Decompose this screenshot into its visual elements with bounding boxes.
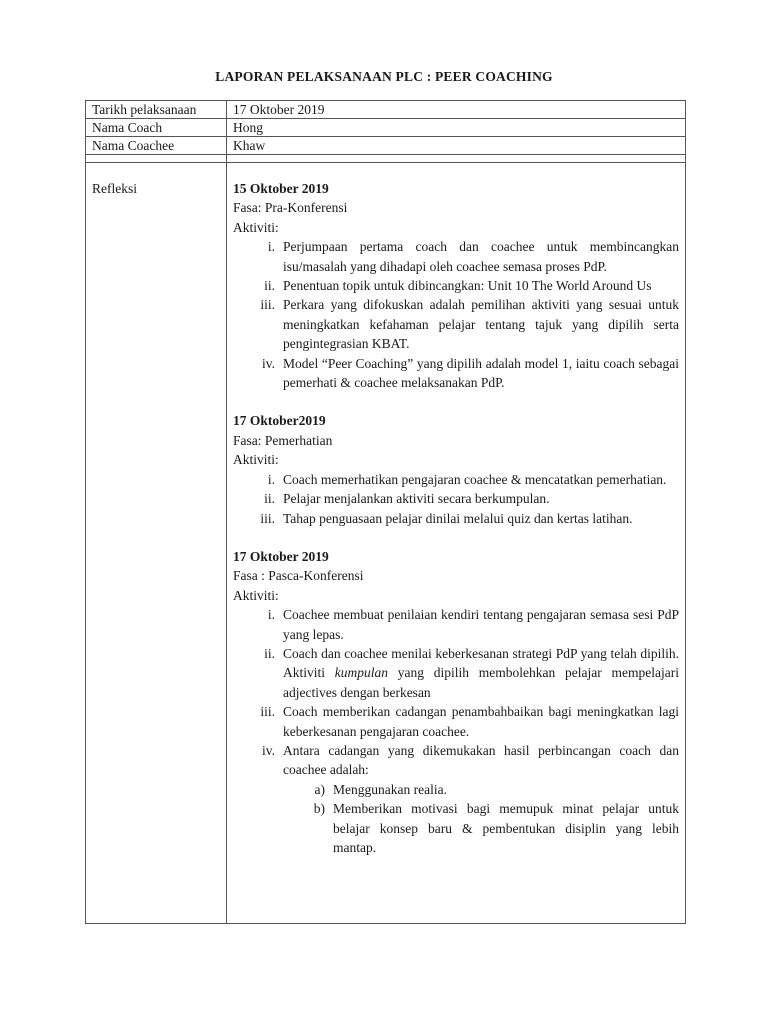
report-table: [85, 100, 686, 924]
list-item-number: iii.: [260, 704, 275, 720]
section-date: 17 Oktober2019: [233, 413, 326, 429]
row-label-coachee: Nama Coachee: [86, 137, 227, 155]
list-item: [233, 354, 679, 393]
list-item-text: Coach memerhatikan pengajaran coachee & mencatatkan pemerhatian.: [283, 471, 667, 487]
row-label-coach: Nama Coach: [86, 119, 227, 137]
list-item: [233, 644, 679, 702]
list-item: [233, 470, 679, 489]
list-item: [233, 276, 679, 295]
document-title: LAPORAN PELAKSANAAN PLC : PEER COACHING: [215, 69, 553, 84]
list-item-text: Coachee membuat penilaian kendiri tentang pengajaran semasa sesi PdP yang lepas.: [283, 607, 679, 642]
list-item: [233, 489, 679, 508]
spacer-row: [86, 155, 686, 163]
list-item-text: Coach memberikan cadangan penambahbaikan bagi meningkatkan lagi keberkesanan pengajaran coachee.: [283, 704, 679, 739]
row-value-tarikh: 17 Oktober 2019: [227, 101, 686, 119]
list-item: [233, 237, 679, 276]
refleksi-row: [86, 163, 686, 924]
refleksi-label: Refleksi: [86, 163, 227, 924]
section-date: 15 Oktober 2019: [233, 181, 329, 196]
table-row: [86, 101, 686, 119]
list-item: [233, 509, 679, 528]
table-row: [86, 137, 686, 155]
list-item-number: ii.: [264, 491, 275, 507]
sub-list-item-text: Menggunakan realia.: [333, 781, 447, 797]
sub-list-item: [233, 780, 679, 799]
list-item-number: i.: [267, 471, 275, 487]
list-item-text: Antara cadangan yang dikemukakan hasil perbincangan coach dan coachee adalah:: [283, 742, 679, 778]
list-item: [233, 605, 679, 644]
sub-list-item-letter: b): [313, 801, 325, 817]
list-item-text: Pelajar menjalankan aktiviti secara berkumpulan.: [283, 491, 550, 507]
section-fasa: Fasa: Pemerhatian: [233, 432, 333, 448]
row-value-coach: Hong: [227, 119, 686, 137]
list-item-number: i.: [267, 239, 275, 255]
refleksi-content: [227, 163, 686, 924]
section-aktiviti: Aktiviti:: [233, 587, 279, 603]
section-date: 17 Oktober 2019: [233, 548, 329, 564]
list-item: [233, 702, 679, 741]
section-fasa: Fasa: Pra-Konferensi: [233, 200, 348, 216]
list-item: [233, 295, 679, 353]
list-item-text: Tahap penguasaan pelajar dinilai melalui quiz dan kertas latihan.: [283, 510, 633, 526]
list-item-number: iii.: [260, 297, 275, 313]
list-item-number: ii.: [264, 645, 275, 661]
list-item-number: ii.: [264, 278, 275, 294]
list-item-text: Model “Peer Coaching” yang dipilih adalah model 1, iaitu coach sebagai pemerhati & coachee melaksanakan PdP.: [283, 355, 679, 391]
sub-list-item-text: Memberikan motivasi bagi memupuk minat pelajar untuk belajar konsep baru & pembentukan disiplin yang lebih mantap.: [333, 801, 679, 855]
list-item-text: [283, 644, 679, 702]
table-row: [86, 119, 686, 137]
row-label-tarikh: Tarikh pelaksanaan: [86, 101, 227, 119]
row-value-coachee: Khaw: [227, 137, 686, 155]
sub-list-item: [233, 799, 679, 857]
section-aktiviti: Aktiviti:: [233, 452, 279, 468]
sub-list-item-letter: a): [314, 781, 325, 797]
list-item-number: i.: [267, 607, 275, 623]
italic-text: kumpulan: [334, 665, 389, 681]
list-item-number: iii.: [260, 510, 275, 526]
list-item-number: iv.: [262, 742, 275, 758]
list-item-text: Penentuan topik untuk dibincangkan: Unit 10 The World Around Us: [283, 278, 652, 294]
list-item-text: Perkara yang difokuskan adalah pemilihan aktiviti yang sesuai untuk meningkatkan kefahaman pelajar tentang tajuk yang dipilih serta pengintegrasian KBAT.: [283, 297, 679, 352]
section-fasa: Fasa : Pasca-Konferensi: [233, 568, 364, 584]
list-item-number: iv.: [262, 355, 275, 371]
section-aktiviti: Aktiviti:: [233, 219, 279, 235]
text-segment: Coach dan coachee menilai keberkesanan strategi PdP yang telah dipilih. Aktiviti: [283, 645, 679, 681]
list-item: [233, 741, 679, 780]
text-segment: yang dipilih membolehkan pelajar mempelajari adjectives dengan berkesan: [283, 665, 679, 700]
list-item-text: Perjumpaan pertama coach dan coachee untuk membincangkan isu/masalah yang dihadapi oleh coachee semasa proses PdP.: [283, 239, 679, 274]
